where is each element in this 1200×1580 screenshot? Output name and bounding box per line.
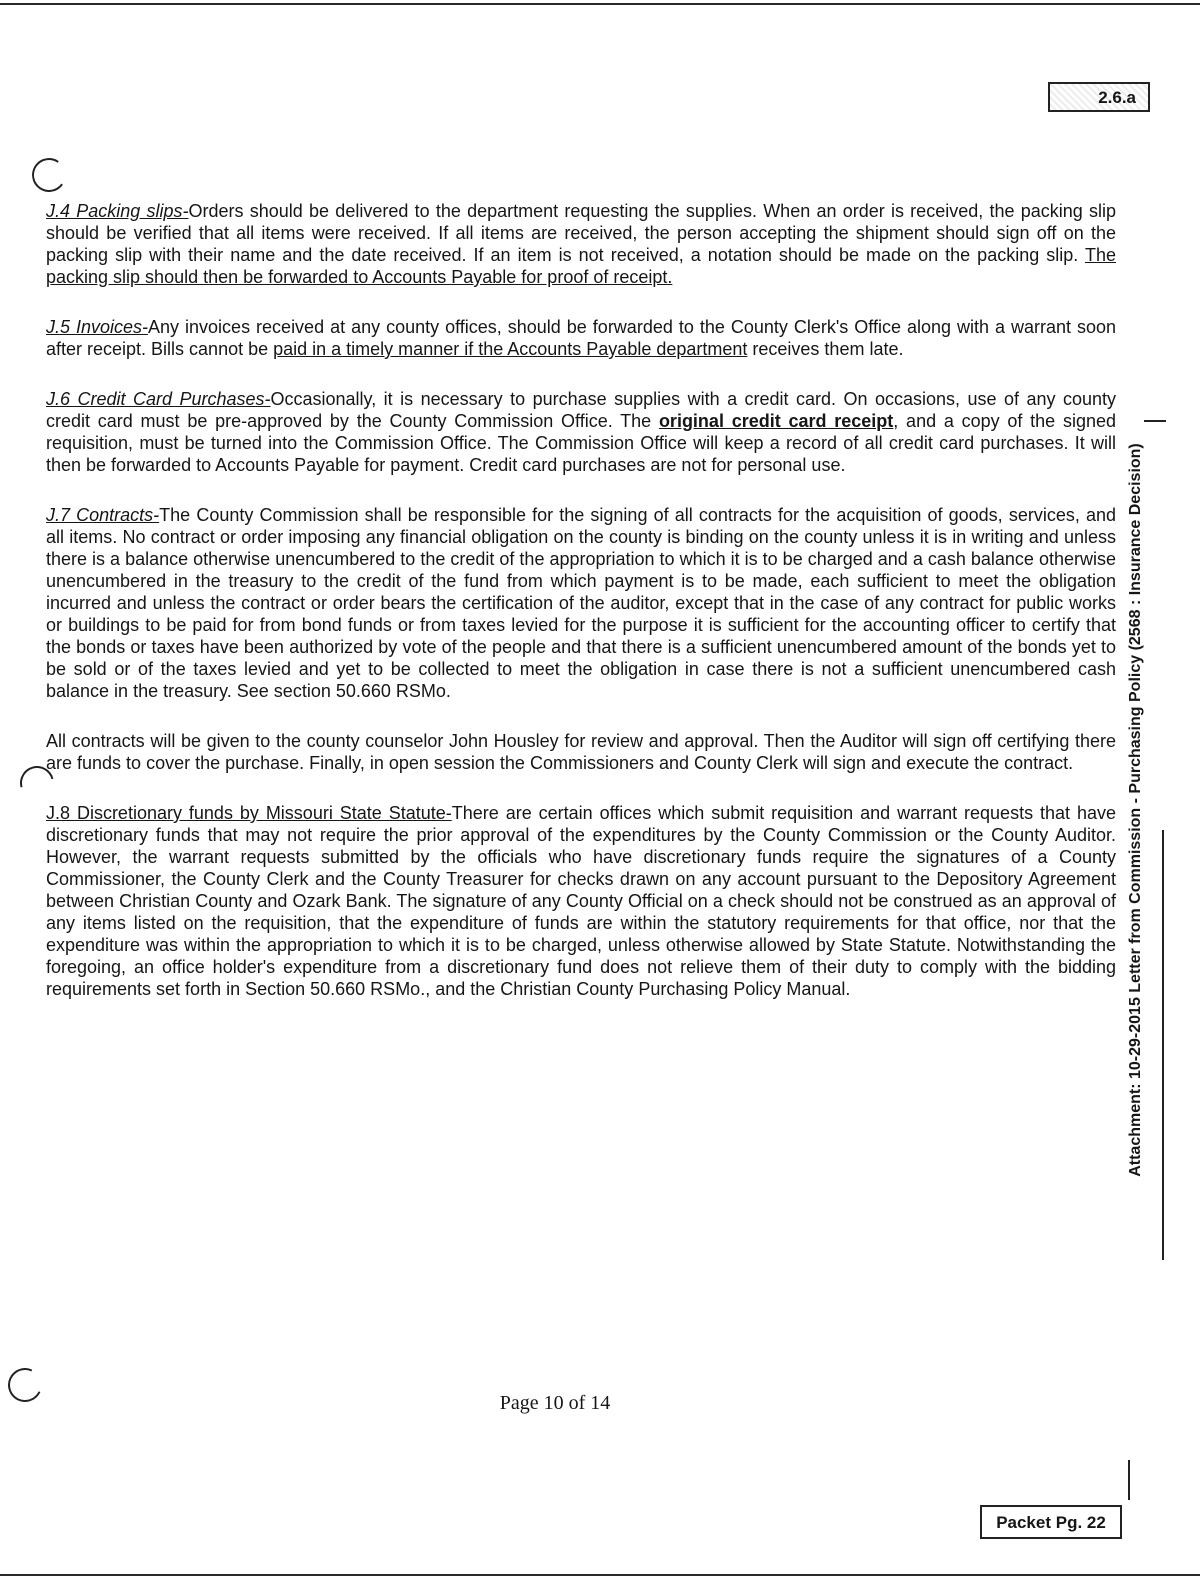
margin-line xyxy=(1162,830,1164,1260)
paragraph-invoices xyxy=(46,316,1116,360)
punch-hole-icon xyxy=(29,155,68,194)
paragraph-text: Any invoices received at any county offices, should be forwarded to the County Clerk's Office along with a warrant soon after receipt. Bills cannot be xyxy=(46,317,1116,359)
paragraph-tail-text: , and a copy of the signed requisition, must be turned into the Commission Office. The Commission Office will keep a record of all credit card purchases. It will then be forwarded to Accounts Payable for payment. Credit card purchases are not for personal use. xyxy=(46,411,1116,475)
underlined-text: The packing slip should then be forwarded to Accounts Payable for proof of receipt. xyxy=(46,245,1116,287)
section-heading: J.7 Contracts- xyxy=(46,505,160,525)
paragraph-text: The County Commission shall be responsible for the signing of all contracts for the acquisition of goods, services, and all items. No contract or order imposing any financial obligation on the county is binding on the county unless it is in writing and unless there is a balance otherwise unencumbered to the credit of the appropriation to which it is to be charged and a cash balance otherwise unencumbered in the treasury to the credit of the fund from which payment is to be made, each sufficient to meet the obligation incurred and unless the contract or order bears the certification of the auditor, except that in the case of any contract for public works or buildings to be paid for from bond funds or from taxes levied for the purpose it is sufficient for the accounting officer to certify that the bonds or taxes have been authorized by vote of the people and that there is a sufficient unencumbered amount of the bonds yet to be sold or of the taxes levied and yet to be collected to meet the obligation in case there is not a sufficient unencumbered cash balance in the treasury. See section 50.660 RSMo. xyxy=(46,505,1116,701)
paragraph-text: All contracts will be given to the county counselor John Housley for review and approval. Then the Auditor will sign off certifying there are funds to cover the purchase. Finally, in open session the Commissioners and County Clerk will sign and execute the contract. xyxy=(46,731,1116,773)
section-heading: J.6 Credit Card Purchases- xyxy=(46,389,271,409)
attachment-badge: 2.6.a xyxy=(1048,82,1150,112)
emphasized-text: original credit card receipt xyxy=(658,411,894,431)
paragraph-discretionary-funds xyxy=(46,802,1116,1000)
paragraph-text: Occasionally, it is necessary to purchase supplies with a credit card. On occasions, use of any county credit card must be pre-approved by the County Commission Office. The xyxy=(46,389,1116,431)
paragraph-packing-slips xyxy=(46,200,1116,288)
bottom-border-rule xyxy=(0,1574,1200,1576)
paragraph-contracts xyxy=(46,504,1116,702)
margin-tick xyxy=(1144,420,1166,422)
section-heading: J.8 Discretionary funds by Missouri State Statute- xyxy=(46,803,452,823)
margin-line xyxy=(1128,1460,1130,1500)
paragraph-text: There are certain offices which submit requisition and warrant requests that have discretionary funds that may not require the prior approval of the expenditures by the County Commission or the County Auditor. However, the warrant requests submitted by the officials who have discretionary funds require the signatures of a County Commissioner, the County Clerk and the County Treasurer for checks drawn on any account pursuant to the Depository Agreement between Christian County and Ozark Bank. The signature of any County Official on a check should not be construed as an approval of any items listed on the requisition, that the expenditure of funds are within the statutory requirements for that office, nor that the expenditure was within the appropriation to which it is to be charged, unless otherwise allowed by State Statute. Notwithstanding the foregoing, an office holder's expenditure from a discretionary fund does not relieve them of their duty to comply with the bidding requirements set forth in Section 50.660 RSMo., and the Christian County Purchasing Policy Manual. xyxy=(46,803,1116,999)
side-attachment-label: Attachment: 10-29-2015 Letter from Commission - Purchasing Policy (2568 : Insurance Decision) xyxy=(1127,443,1144,1177)
packet-page-label: Packet Pg. 22 xyxy=(980,1505,1122,1539)
top-border-rule xyxy=(0,3,1200,5)
paragraph-credit-card xyxy=(46,388,1116,476)
page-number: Page 10 of 14 xyxy=(499,1392,611,1414)
paragraph-contracts-approval xyxy=(46,730,1116,774)
section-heading: J.4 Packing slips- xyxy=(46,201,189,221)
section-heading: J.5 Invoices- xyxy=(46,317,149,337)
paragraph-tail-text: receives them late. xyxy=(747,339,904,359)
document-body xyxy=(46,200,1116,1028)
underlined-text: paid in a timely manner if the Accounts Payable department xyxy=(273,339,748,359)
paragraph-text: Orders should be delivered to the department requesting the supplies. When an order is received, the packing slip should be verified that all items were received. If all items are received, the person accepting the shipment should sign off on the packing slip with their name and the date received. If an item is not received, a notation should be made on the packing slip. xyxy=(46,201,1116,265)
